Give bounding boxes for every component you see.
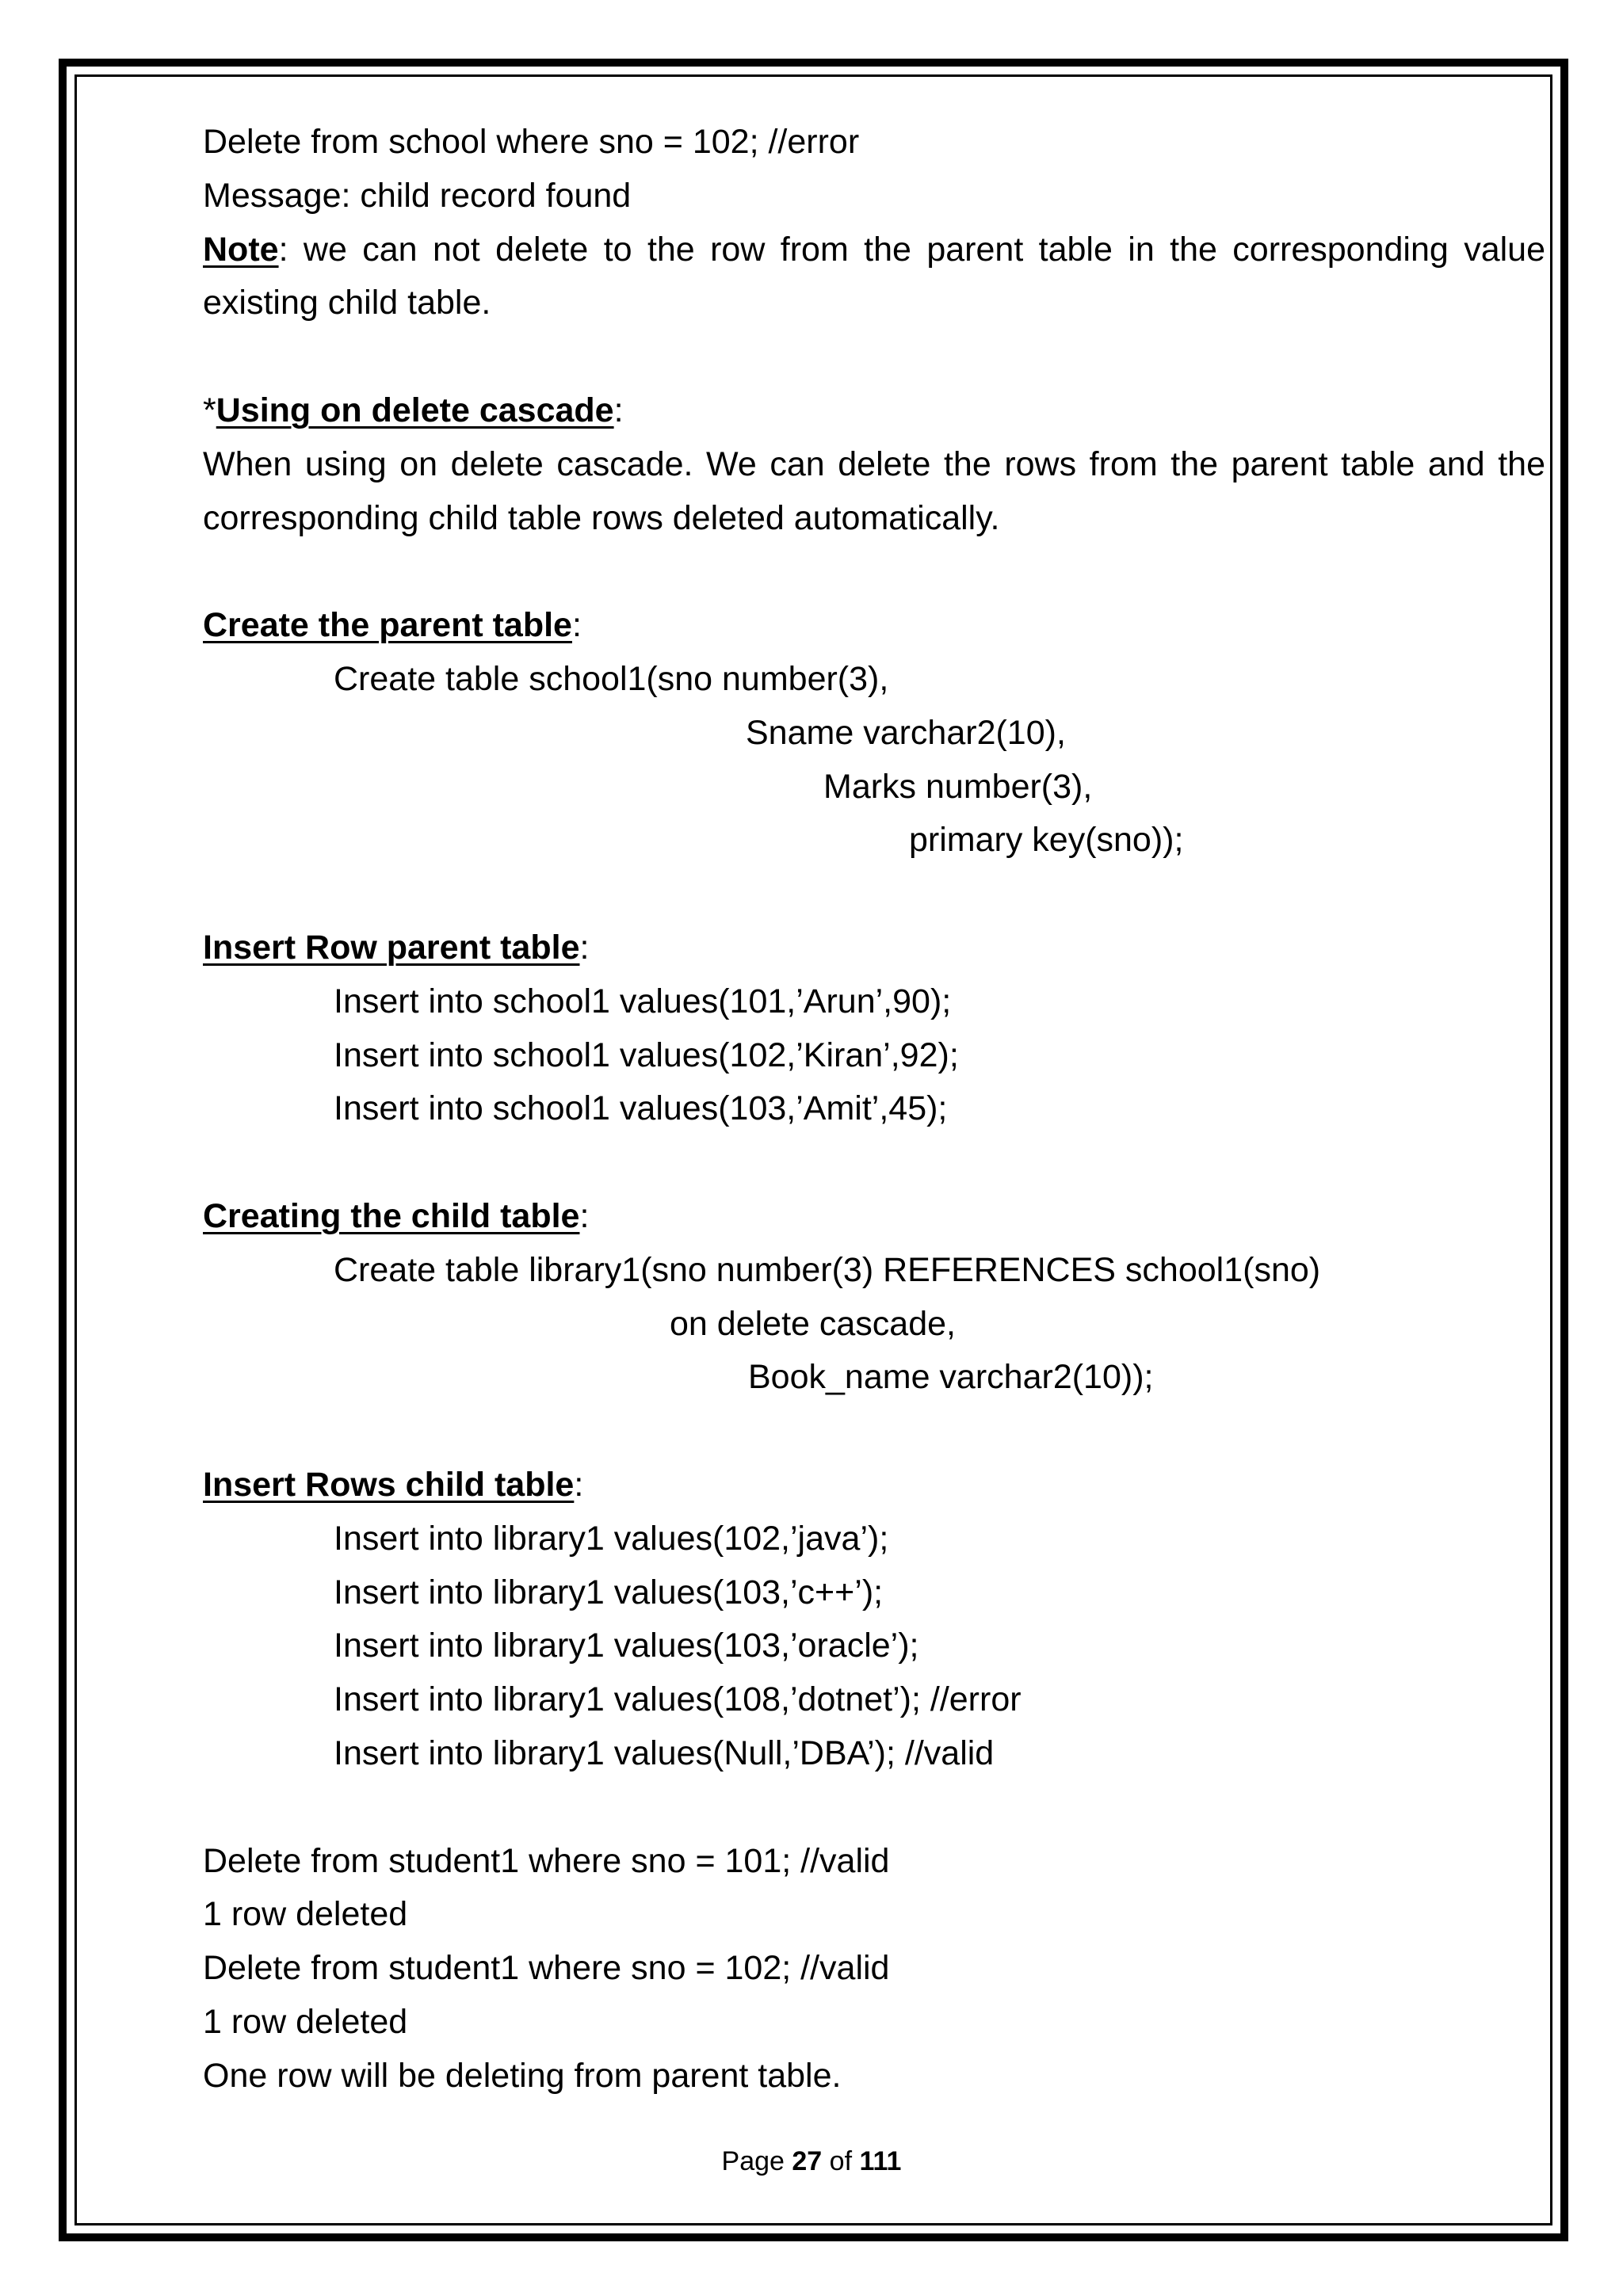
insert-child-code-line: Insert into library1 values(102,’java’); bbox=[334, 1519, 889, 1558]
note-paragraph bbox=[203, 223, 1545, 331]
note-text: : we can not delete to the row from the parent table in the corresponding value existing child table. bbox=[203, 230, 1545, 322]
result-line: 1 row deleted bbox=[203, 1895, 408, 1934]
parent-code-line: Create table school1(sno number(3), bbox=[334, 659, 889, 698]
result-line: Delete from student1 where sno = 102; //valid bbox=[203, 1949, 890, 1988]
footer-page-word: Page bbox=[721, 2146, 785, 2176]
page-footer bbox=[0, 2144, 1623, 2179]
note-label: Note bbox=[203, 230, 279, 269]
cascade-heading-text: Using on delete cascade bbox=[216, 391, 614, 429]
child-code-line: Book_name varchar2(10)); bbox=[748, 1358, 1154, 1397]
message-line: Message: child record found bbox=[203, 176, 632, 215]
insert-child-heading-text: Insert Rows child table bbox=[203, 1465, 575, 1504]
footer-total-pages: 111 bbox=[859, 2146, 902, 2176]
child-table-heading-text: Creating the child table bbox=[203, 1196, 580, 1235]
parent-code-line: Sname varchar2(10), bbox=[746, 713, 1066, 752]
footer-of-word: of bbox=[829, 2146, 853, 2176]
result-line: Delete from student1 where sno = 101; //valid bbox=[203, 1841, 890, 1880]
child-table-heading: Creating the child table: bbox=[203, 1196, 590, 1235]
insert-parent-code-line: Insert into school1 values(103,’Amit’,45); bbox=[334, 1089, 948, 1128]
footer-page-number: 27 bbox=[792, 2146, 823, 2176]
delete-error-line: Delete from school where sno = 102; //error bbox=[203, 123, 860, 161]
insert-parent-heading-text: Insert Row parent table bbox=[203, 928, 580, 967]
document-body bbox=[203, 116, 1545, 2103]
insert-child-code-line: Insert into library1 values(Null,’DBA’); //valid bbox=[334, 1733, 995, 1772]
insert-parent-code-line: Insert into school1 values(101,’Arun’,90); bbox=[334, 982, 952, 1020]
insert-child-code-line: Insert into library1 values(103,’oracle’); bbox=[334, 1627, 919, 1665]
parent-table-heading-text: Create the parent table bbox=[203, 606, 572, 645]
cascade-heading: *Using on delete cascade: bbox=[203, 391, 624, 429]
parent-table-heading: Create the parent table: bbox=[203, 606, 582, 645]
cascade-paragraph: When using on delete cascade. We can delete the rows from the parent table and the corresponding child table rows deleted automatically. bbox=[203, 444, 1545, 537]
insert-child-heading: Insert Rows child table: bbox=[203, 1465, 584, 1504]
result-line: One row will be deleting from parent table. bbox=[203, 2056, 842, 2095]
insert-child-code-line: Insert into library1 values(108,’dotnet’); //error bbox=[334, 1680, 1022, 1719]
cascade-heading-prefix: * bbox=[203, 391, 216, 429]
insert-parent-heading: Insert Row parent table: bbox=[203, 928, 590, 967]
child-code-line: on delete cascade, bbox=[670, 1304, 956, 1343]
result-line: 1 row deleted bbox=[203, 2002, 408, 2041]
child-code-line: Create table library1(sno number(3) REFERENCES school1(sno) bbox=[334, 1250, 1321, 1289]
parent-code-line: Marks number(3), bbox=[823, 767, 1093, 806]
insert-child-code-line: Insert into library1 values(103,’c++’); bbox=[334, 1573, 884, 1611]
parent-code-line: primary key(sno)); bbox=[909, 821, 1184, 860]
insert-parent-code-line: Insert into school1 values(102,’Kiran’,92); bbox=[334, 1035, 959, 1074]
